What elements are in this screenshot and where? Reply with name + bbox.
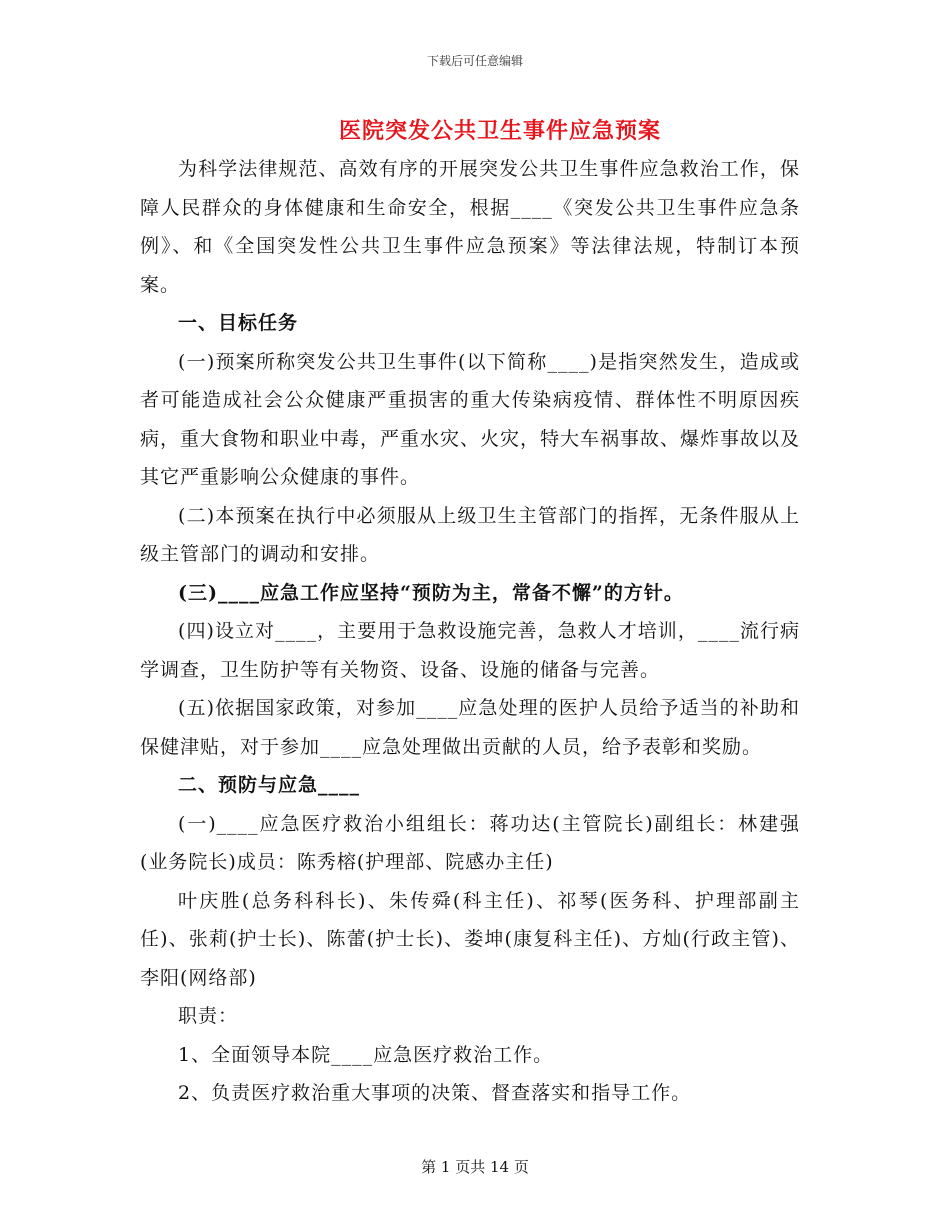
list-item: 2、负责医疗救治重大事项的决策、督查落实和指导工作。: [178, 1082, 692, 1104]
paragraph: (四)设立对____，主要用于急救设施完善，急救人才培训，____流行病学调查，卫生防护等有关物资、设备、设施的储备与完善。: [140, 620, 800, 681]
document-body: [140, 150, 800, 1113]
paragraph: 叶庆胜(总务科科长)、朱传舜(科主任)、祁琴(医务科、护理部副主任)、张莉(护士长)、陈蕾(护士长)、娄坤(康复科主任)、方灿(行政主管)、李阳(网络部): [140, 889, 800, 989]
paragraph-bold: (三)____应急工作应坚持“预防为主，常备不懈”的方针。: [178, 581, 684, 604]
page-footer: 第 1 页共 14 页: [421, 1158, 529, 1176]
paragraph: (一)预案所称突发公共卫生事件(以下简称____)是指突然发生，造成或者可能造成社会公众健康严重损害的重大传染病疫情、群体性不明原因疾病，重大食物和职业中毒，严重水灾、火灾，特大车祸事故、爆炸事故以及其它严重影响公众健康的事件。: [140, 350, 801, 488]
paragraph: 职责：: [178, 1005, 239, 1027]
section-heading: 一、目标任务: [178, 312, 299, 334]
paragraph: (二)本预案在执行中必须服从上级卫生主管部门的指挥，无条件服从上级主管部门的调动和安排。: [140, 504, 800, 565]
paragraph: (五)依据国家政策，对参加____应急处理的医护人员给予适当的补助和保健津贴，对于参加____应急处理做出贡献的人员，给予表彰和奖励。: [140, 697, 800, 758]
list-item: 1、全面领导本院____应急医疗救治工作。: [178, 1043, 554, 1066]
header-note: 下载后可任意编辑: [426, 54, 523, 68]
document-title: 医院突发公共卫生事件应急预案: [338, 118, 661, 144]
section-heading: 二、预防与应急____: [178, 774, 361, 796]
paragraph: 为科学法律规范、高效有序的开展突发公共卫生事件应急救治工作，保障人民群众的身体健康和生命安全，根据____《突发公共卫生事件应急条例》、和《全国突发性公共卫生事件应急预案》等法律法规，特制订本预案。: [140, 158, 800, 296]
paragraph: (一)____应急医疗救治小组组长：蒋功达(主管院长)副组长：林建强(业务院长)成员：陈秀榕(护理部、院感办主任): [140, 812, 800, 873]
